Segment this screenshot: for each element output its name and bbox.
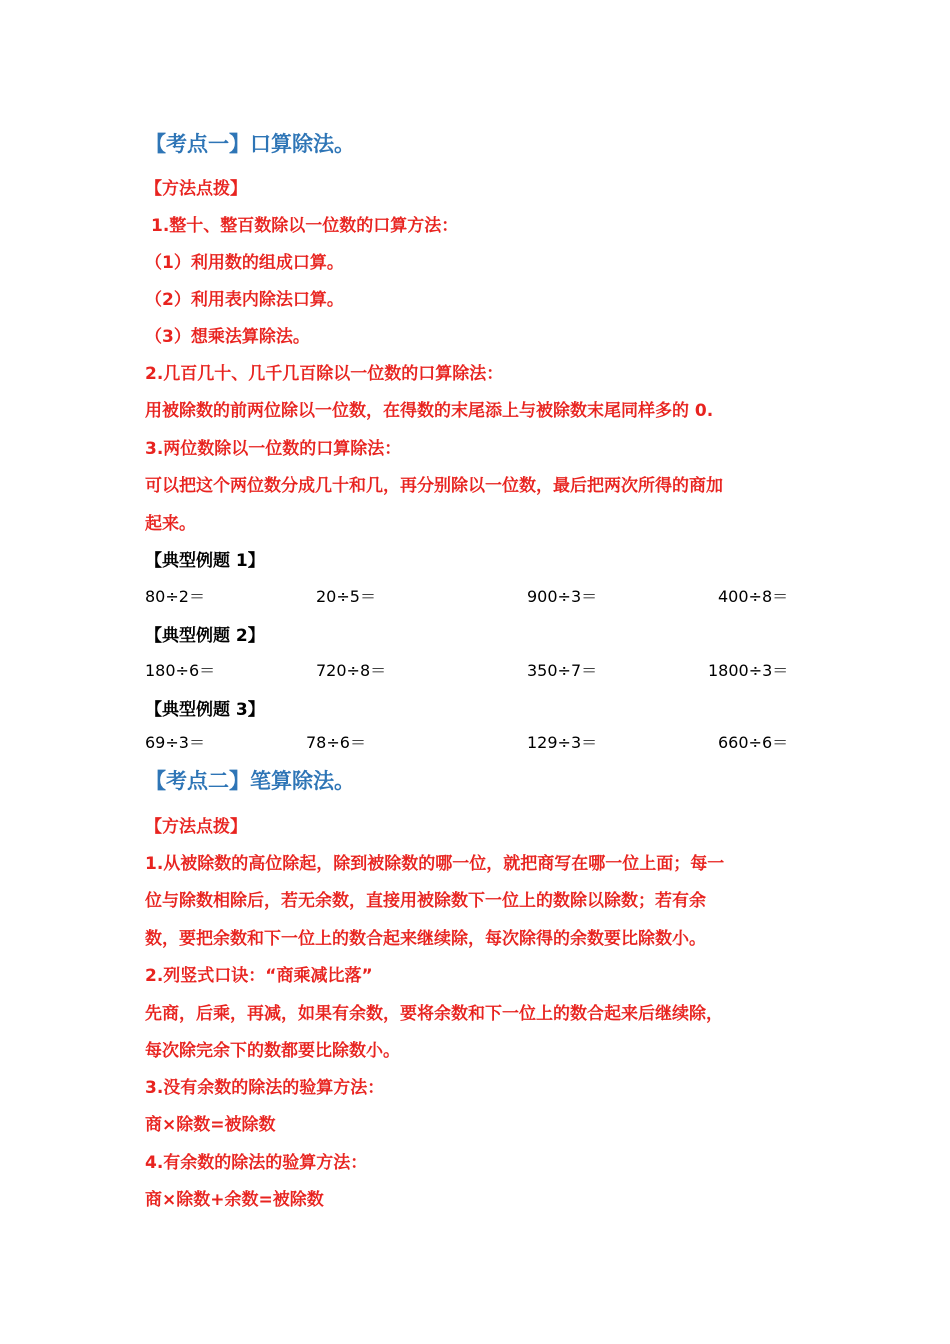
section2-line-6: 每次除完余下的数都要比除数小。 [145,1041,400,1061]
section2-line-9: 4.有余数的除法的验算方法： [145,1153,368,1173]
example2-problem-4: 1800÷3＝ [708,661,789,680]
section2-heading: 【考点二】笔算除法。 [145,769,355,793]
section2-method-label: 【方法点拨】 [145,817,247,837]
example1-label: 【典型例题 1】 [145,551,265,571]
example3-problem-2: 78÷6＝ [306,733,366,752]
section2-line-1: 1.从被除数的高位除起，除到被除数的哪一位，就把商写在哪一位上面；每一 [145,854,725,874]
example2-label: 【典型例题 2】 [145,626,265,646]
example3-problem-1: 69÷3＝ [145,733,205,752]
example1-problem-2: 20÷5＝ [316,587,376,606]
example1-problem-4: 400÷8＝ [718,587,789,606]
example2-problem-3: 350÷7＝ [527,661,598,680]
section1-line-3: （2）利用表内除法口算。 [145,290,344,310]
example3-problem-4: 660÷6＝ [718,733,789,752]
section2-line-3: 数，要把余数和下一位上的数合起来继续除，每次除得的余数要比除数小。 [145,929,706,949]
section1-line-8: 可以把这个两位数分成几十和几，再分别除以一位数，最后把两次所得的商加 [145,476,723,496]
example1-problem-3: 900÷3＝ [527,587,598,606]
section2-line-5: 先商，后乘，再减，如果有余数，要将余数和下一位上的数合起来后继续除， [145,1004,723,1024]
section2-line-8: 商×除数=被除数 [145,1115,276,1135]
section1-method-label: 【方法点拨】 [145,179,247,199]
section1-line-1: 1.整十、整百数除以一位数的口算方法： [151,216,459,236]
example3-problem-3: 129÷3＝ [527,733,598,752]
section1-line-2: （1）利用数的组成口算。 [145,253,344,273]
section1-line-5: 2.几百几十、几千几百除以一位数的口算除法： [145,364,504,384]
section2-line-2: 位与除数相除后，若无余数，直接用被除数下一位上的数除以除数；若有余 [145,891,706,911]
example1-problem-1: 80÷2＝ [145,587,205,606]
example3-label: 【典型例题 3】 [145,700,265,720]
section1-line-9: 起来。 [145,514,196,534]
example2-problem-2: 720÷8＝ [316,661,387,680]
section1-line-7: 3.两位数除以一位数的口算除法： [145,439,402,459]
section1-line-6: 用被除数的前两位除以一位数，在得数的末尾添上与被除数末尾同样多的 0. [145,401,714,421]
section1-heading: 【考点一】口算除法。 [145,132,355,156]
section2-line-10: 商×除数+余数=被除数 [145,1190,324,1210]
example2-problem-1: 180÷6＝ [145,661,216,680]
section2-line-7: 3.没有余数的除法的验算方法： [145,1078,385,1098]
section2-line-4: 2.列竖式口诀：“商乘减比落” [145,966,373,986]
section1-line-4: （3）想乘法算除法。 [145,327,310,347]
